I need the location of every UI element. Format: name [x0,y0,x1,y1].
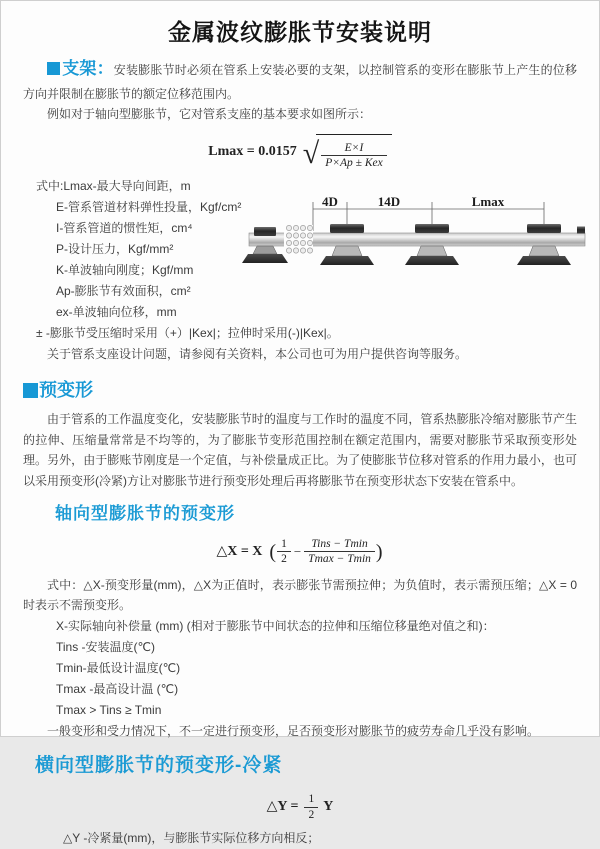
dimension-label-lmax: Lmax [471,194,505,209]
definition-line: Ap-膨胀节有效面积，cm² [56,284,191,299]
formula-lhs: Lmax = 0.0157 [208,144,297,160]
pipe-end-cap [577,227,585,234]
radical [303,134,392,171]
section-square-icon [23,383,38,398]
definition-line: I-管系管道的惯性矩，cm⁴ [56,221,193,236]
radical-sign-icon: √ [302,136,320,170]
dimension-label-4d: 4D [322,194,338,209]
formula-lhs: △Y = [266,799,299,815]
term-line: Tmin-最低设计温度(℃) [56,660,181,675]
dimension-label-14d: 14D [377,194,401,209]
definition-line: P-设计压力，Kgf/mm² [56,242,174,257]
lateral-predeform-formula [23,792,577,822]
formula-numerator: 1 [304,792,318,807]
axial-subheading: 轴向型膨胀节的预变形 [55,503,235,523]
definition-line: K-单波轴向刚度；Kgf/mm [56,263,194,278]
section-square-icon [47,62,60,75]
definition-line: ex-单波轴向位移，mm [56,305,177,320]
axial-explain-1: 式中：△X-预变形量(mm)，△X为正值时，表示膨张节需预拉伸；为负值时，表示需预压缩；△X = 0时表示不需预变形。 [23,577,577,613]
formula-lhs: △X = X [216,543,263,559]
predeform-body: 由于管系的工作温度变化，安装膨胀节时的温度与工作时的温度不同，管系热膨胀冷缩对膨胀节产生的拉伸、压缩量常常是不均等的，为了膨胀节变形范围控制在额定范围内，需要对膨胀节采取预变形处理。另外，由于膨账节刚度是一个定值，与补偿量成正比。为了使膨胀节位移对管系的作用力最小，也可以采用预变形(冷紧)方让对膨胀节进行预变形处理后再将膨胀节在预变形状态下安装在管系中。 [23,412,577,488]
formula-denominator: 2 [308,808,315,821]
support-intro-text: 安装膨胀节时必须在管系上安装必要的支架，以控制管系的变形在膨胀节上产生的位移方向并限制在膨胀节的额定位移范围内。 [23,63,577,101]
definition-line: E-管系管道材料弹性投量，Kgf/cm² [56,200,242,215]
close-paren: ) [375,540,383,563]
formula-denominator: P×Ap ± Kex [325,157,383,170]
support-note-line: 关于管系支座设计问题，请参阅有关资料，本公司也可为用户提供咨询等服务。 [47,347,468,362]
minus-operator: − [293,543,302,559]
axial-note-line: 一般变形和受力情况下，不一定进行预变形，足否预变形对膨胀节的疲劳寿命几乎没有影响。 [47,723,540,738]
open-paren: ( [269,540,277,563]
lateral-subheading: 横向型膨胀节的预变形-冷紧 [35,755,283,777]
half-denominator: 2 [281,553,287,566]
half-numerator: 1 [277,537,291,552]
formula-numerator: E×I [321,141,387,156]
bellows-icon [284,225,313,254]
page-title: 金属波纹膨胀节安装说明 [168,19,432,45]
axial-explain-2: X-实际轴向补偿量 (mm) (相对于膨胀节中间状态的拉伸和压缩位移量绝对值之和)： [56,618,495,633]
lateral-explain-line: △Y -冷紧量(mm)，与膨胀节实际位移方向相反； [63,831,320,846]
predeform-section-header: 预变形 [23,375,577,406]
formula-numerator: Tins − Tmin [304,537,375,552]
definition-line: 式中:Lmax-最大导向间距，m [36,179,191,194]
term-line: Tmax > Tins ≥ Tmin [56,702,162,717]
pipe-support-diagram [247,193,597,293]
formula-denominator: Tmax − Tmin [308,553,371,566]
term-line: Tins -安装温度(℃) [56,639,156,654]
support-example-line: 例如对于轴向型膨胀节，它对管系支座的基本要求如图所示： [47,107,372,122]
term-line: Tmax -最高设计温 (℃) [56,681,179,696]
formula-rhs: Y [323,799,334,815]
support-intro-paragraph [23,55,577,104]
guide-spacing-formula [23,134,577,171]
axial-predeform-formula [23,535,577,569]
support-section-label: 支架： [47,59,114,78]
definition-line: ± -膨胀节受压缩时采用（+）|Kex|；拉伸时采用(-)|Kex|。 [36,326,339,341]
